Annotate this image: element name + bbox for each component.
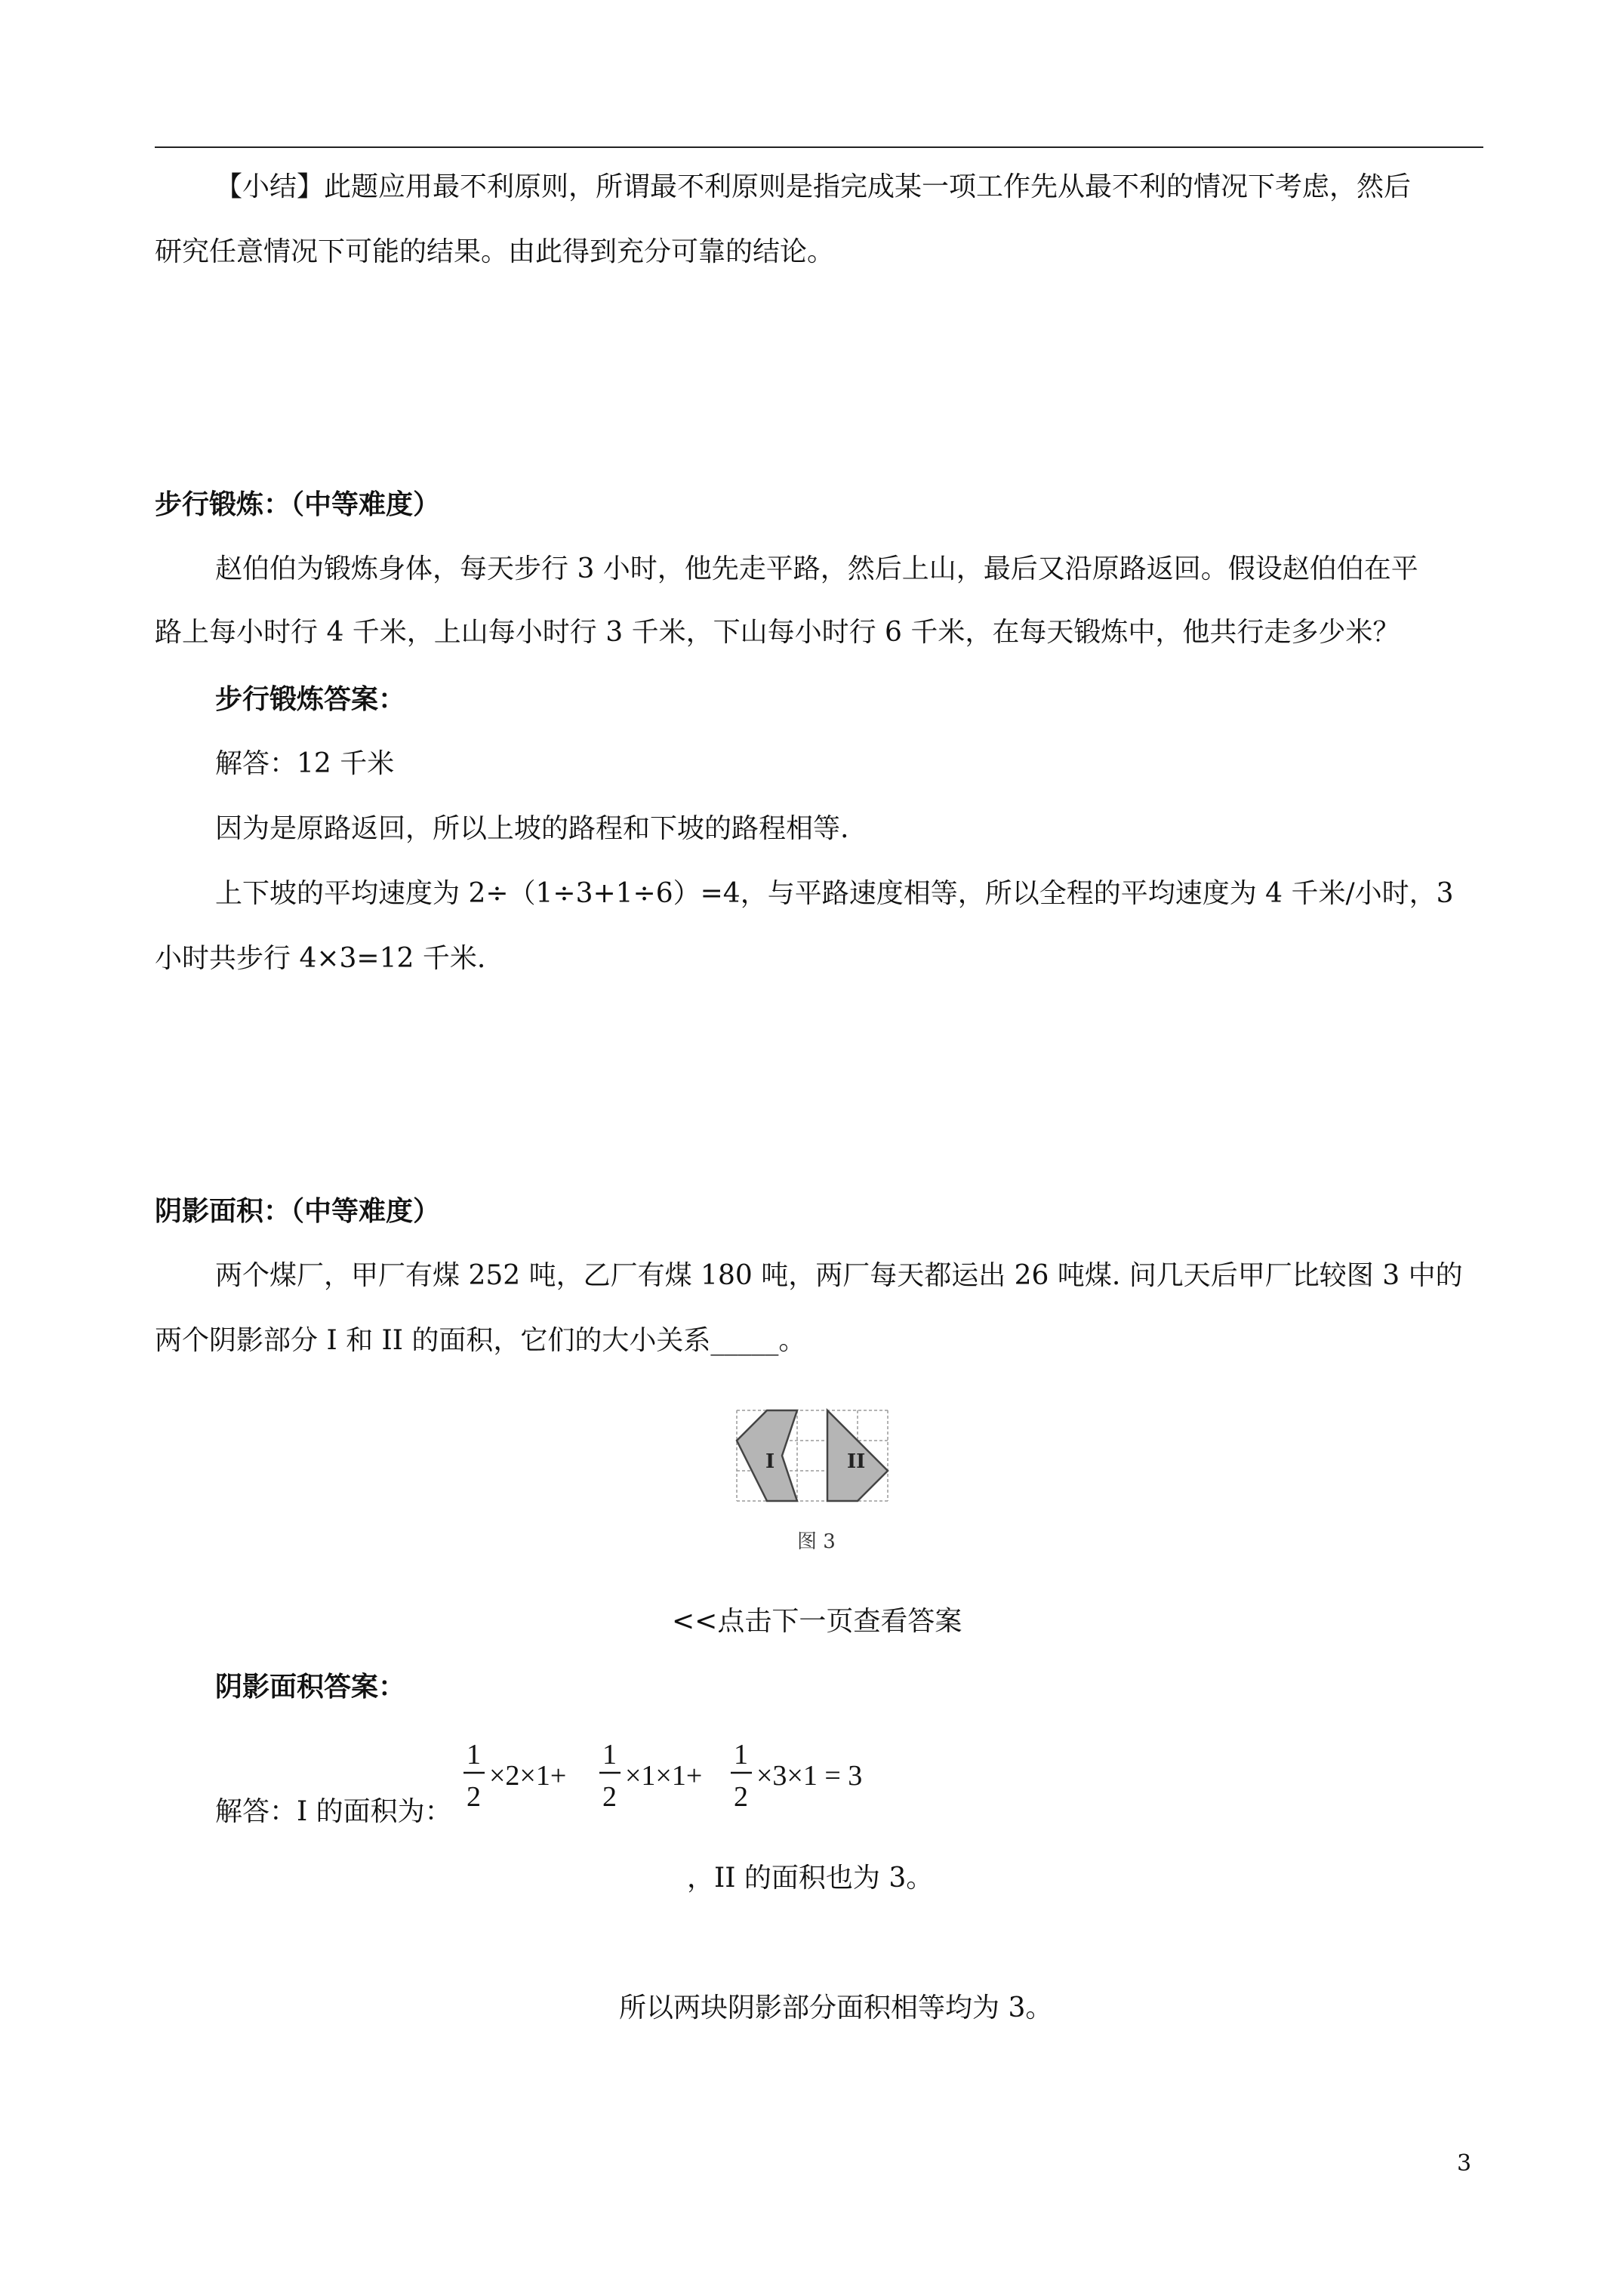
fraction-3-numerator: 1 [734, 1739, 748, 1771]
next-page-link[interactable]: <<点击下一页查看答案 [672, 1606, 962, 1637]
figure-caption: 图 3 [797, 1530, 836, 1553]
problem2-answer-prefix: 解答：I 的面积为： [215, 1796, 452, 1827]
figure-3-shaded-areas [732, 1404, 898, 1563]
problem1-reason-2-line-1: 上下坡的平均速度为 2÷（1÷3+1÷6）=4，与平路速度相等，所以全程的平均速度为 4 千米/小时，3 [215, 878, 1454, 909]
area-2-statement: ，II 的面积也为 3。 [687, 1863, 934, 1894]
region-1-label: I [765, 1450, 775, 1473]
header-rule [155, 146, 1483, 148]
formula-term-2: ×1×1+ [625, 1760, 703, 1792]
problem1-reason-1: 因为是原路返回，所以上坡的路程和下坡的路程相等. [215, 813, 849, 844]
problem2-question-line-1: 两个煤厂，甲厂有煤 252 吨，乙厂有煤 180 吨，两厂每天都运出 26 吨煤. 问几天后甲厂比较图 3 中的 [215, 1260, 1463, 1291]
fraction-1-numerator: 1 [467, 1739, 481, 1771]
formula-term-3: ×3×1 = 3 [756, 1760, 863, 1792]
problem1-question-line-2: 路上每小时行 4 千米，上山每小时行 3 千米，下山每小时行 6 千米，在每天锻炼中，他共行走多少米？ [155, 617, 1400, 648]
problem1-answer-heading: 步行锻炼答案： [215, 683, 406, 715]
fraction-2-numerator: 1 [602, 1739, 617, 1771]
problem2-answer-heading: 阴影面积答案： [215, 1671, 406, 1703]
region-2-label: II [847, 1450, 866, 1473]
fraction-2-denominator: 2 [602, 1781, 617, 1813]
summary-line-2: 研究任意情况下可能的结果。由此得到充分可靠的结论。 [155, 236, 835, 267]
fraction-1-denominator: 2 [467, 1781, 481, 1813]
problem1-heading: 步行锻炼：（中等难度） [155, 488, 441, 520]
problem1-reason-2-line-2: 小时共步行 4×3=12 千米. [155, 943, 486, 974]
fraction-3-denominator: 2 [734, 1781, 748, 1813]
problem2-question-line-2: 两个阴影部分 I 和 II 的面积，它们的大小关系_____。 [155, 1325, 806, 1356]
page-number: 3 [1457, 2150, 1472, 2177]
summary-line-1: 【小结】此题应用最不利原则，所谓最不利原则是指完成某一项工作先从最不利的情况下考虑，然后 [215, 171, 1412, 202]
problem2-conclusion: 所以两块阴影部分面积相等均为 3。 [619, 1992, 1053, 2023]
problem2-heading: 阴影面积：（中等难度） [155, 1195, 441, 1227]
area-formula [462, 1732, 876, 1817]
problem1-answer: 解答：12 千米 [215, 748, 395, 779]
formula-term-1: ×2×1+ [489, 1760, 567, 1792]
problem1-question-line-1: 赵伯伯为锻炼身体，每天步行 3 小时，他先走平路，然后上山，最后又沿原路返回。假设赵伯伯在平 [215, 553, 1418, 584]
